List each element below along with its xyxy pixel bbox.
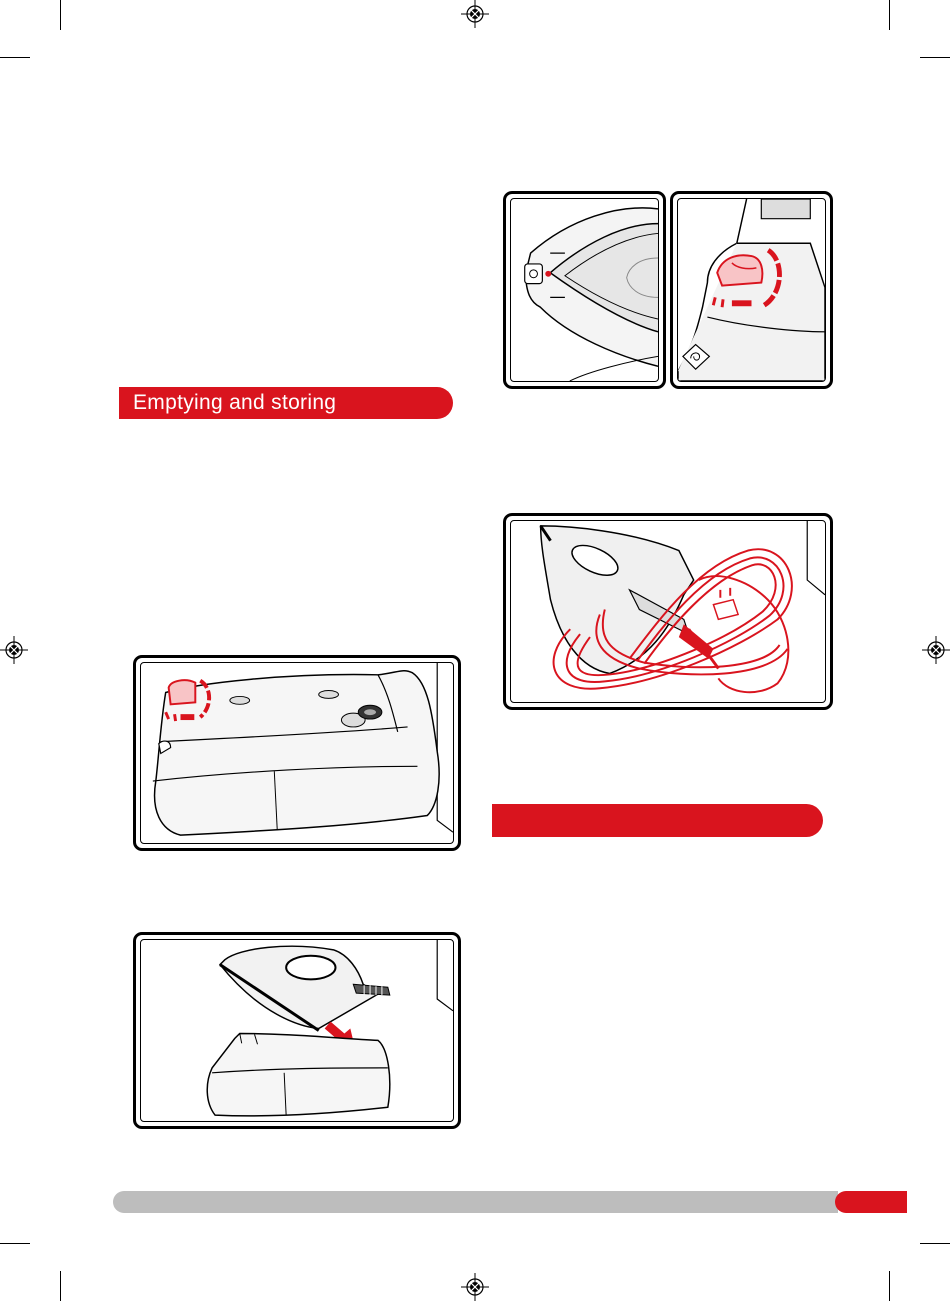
figure-iron-on-base (133, 932, 461, 1129)
crop-mark (889, 1271, 890, 1301)
footer-bar (113, 1191, 838, 1213)
figure-base-unit (133, 655, 461, 851)
crop-mark (0, 1243, 30, 1244)
figure-soleplate (503, 191, 666, 389)
section-heading-bar (492, 804, 823, 837)
crop-mark (920, 57, 950, 58)
crosshair-registration-icon (922, 636, 950, 664)
crop-mark (0, 57, 30, 58)
section-heading-text: Emptying and storing (133, 391, 337, 414)
crosshair-registration-icon (0, 636, 28, 664)
crosshair-registration-icon (461, 1273, 489, 1301)
crop-mark (920, 1243, 950, 1244)
figure-cord-storage (503, 513, 833, 710)
crosshair-registration-icon (461, 0, 489, 28)
figure-cap-twist (670, 191, 833, 389)
page-number-tab (835, 1191, 907, 1213)
crop-mark (60, 1271, 61, 1301)
section-heading-emptying (119, 387, 453, 419)
crop-mark (889, 0, 890, 30)
crop-mark (60, 0, 61, 30)
